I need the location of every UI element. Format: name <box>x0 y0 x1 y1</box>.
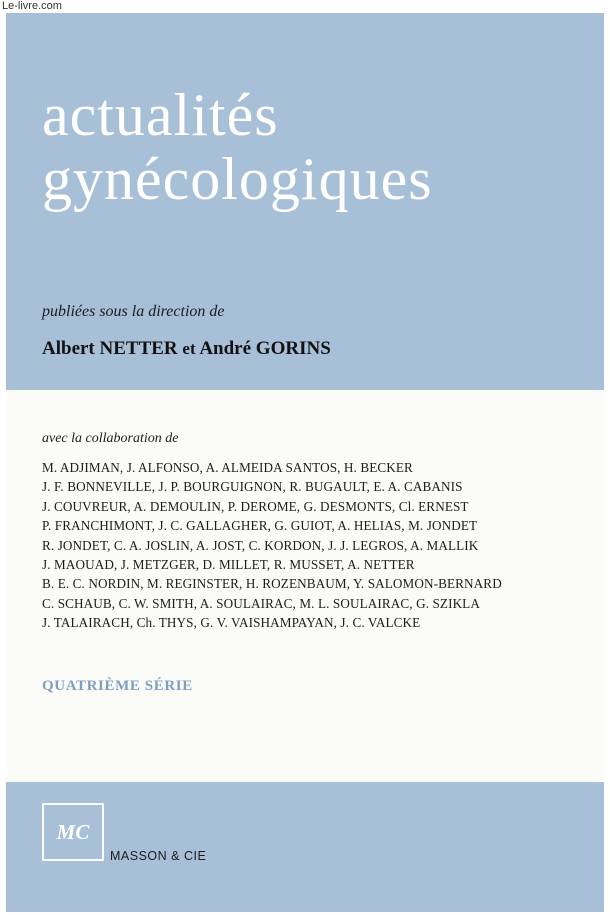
collaborators-line: P. FRANCHIMONT, J. C. GALLAGHER, G. GUIOT, A. HELIAS, M. JONDET <box>42 518 478 534</box>
collaborators-line: J. TALAIRACH, Ch. THYS, G. V. VAISHAMPAYAN, J. C. VALCKE <box>42 615 421 631</box>
editors-conjunction: et <box>182 339 196 358</box>
publisher-name: MASSON & CIE <box>110 849 207 863</box>
masson-logo-icon <box>42 803 104 861</box>
series-label: QUATRIÈME SÉRIE <box>42 678 193 694</box>
collaborators-list <box>42 458 602 633</box>
watermark: Le-livre.com <box>2 0 62 12</box>
title-line-2: gynécologiques <box>42 146 433 212</box>
book-title <box>42 83 433 211</box>
editor-2: André GORINS <box>199 338 331 359</box>
editor-1: Albert NETTER <box>42 338 178 359</box>
direction-text: publiées sous la direction de <box>42 303 225 320</box>
collaborators-line: B. E. C. NORDIN, M. REGINSTER, H. ROZENBAUM, Y. SALOMON-BERNARD <box>42 576 502 592</box>
collaborators-line: J. F. BONNEVILLE, J. P. BOURGUIGNON, R. BUGAULT, E. A. CABANIS <box>42 479 463 495</box>
collaborators-line: J. COUVREUR, A. DEMOULIN, P. DEROME, G. DESMONTS, Cl. ERNEST <box>42 498 469 514</box>
collaborators-line: R. JONDET, C. A. JOSLIN, A. JOST, C. KORDON, J. J. LEGROS, A. MALLIK <box>42 537 479 553</box>
collaboration-label: avec la collaboration de <box>42 431 179 446</box>
logo-text: MC <box>56 819 90 844</box>
book-cover <box>6 13 604 912</box>
collaborators-line: J. MAOUAD, J. METZGER, D. MILLET, R. MUSSET, A. NETTER <box>42 557 415 573</box>
collaborators-line: C. SCHAUB, C. W. SMITH, A. SOULAIRAC, M. L. SOULAIRAC, G. SZIKLA <box>42 595 480 611</box>
collaborators-line: M. ADJIMAN, J. ALFONSO, A. ALMEIDA SANTOS, H. BECKER <box>42 460 413 475</box>
editors <box>42 338 331 360</box>
title-line-1: actualités <box>42 82 279 148</box>
